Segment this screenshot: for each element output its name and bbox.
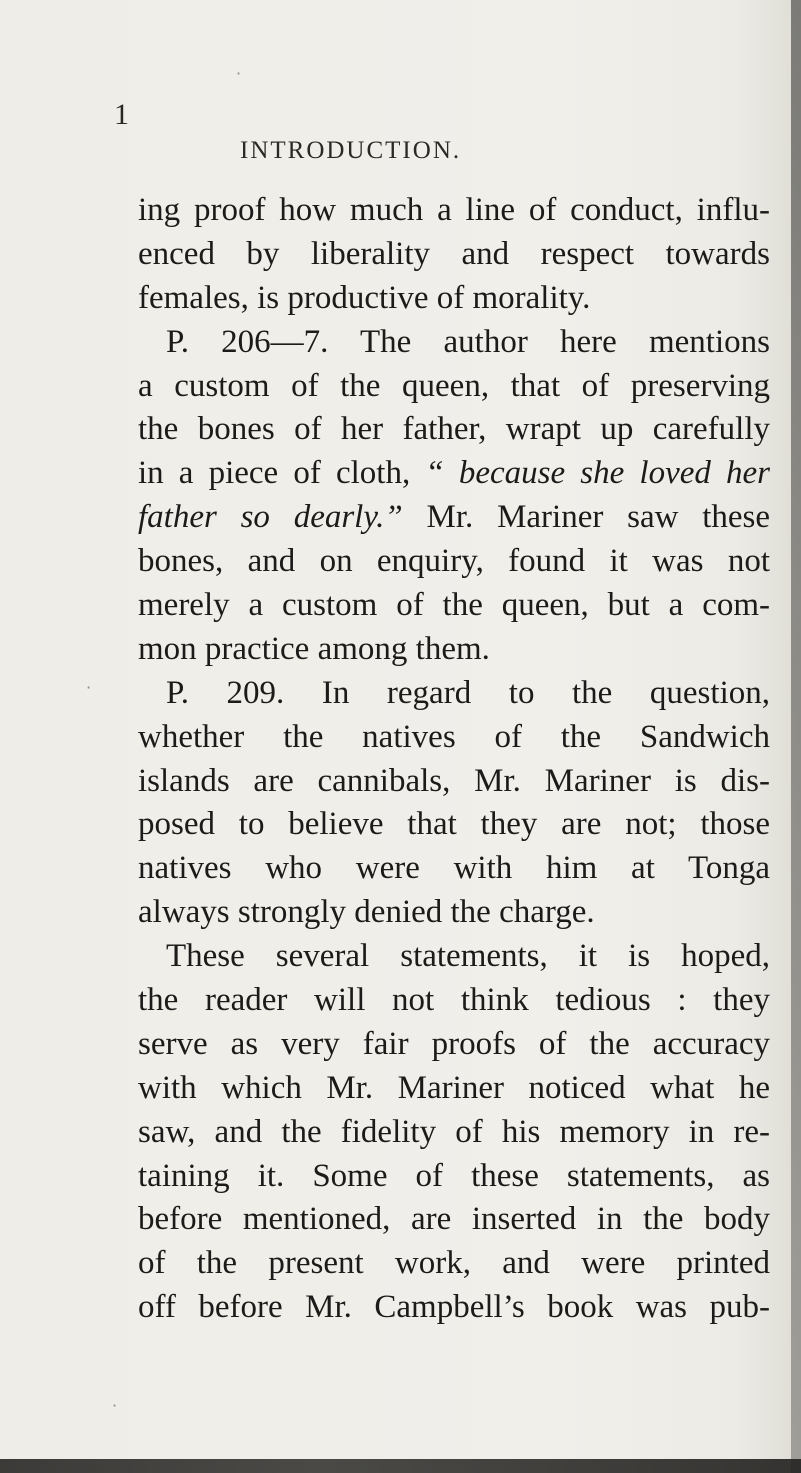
- page-edge-shadow: [791, 0, 801, 1473]
- text-line: P. 206—7. The author here mentions: [166, 323, 770, 360]
- quoted-text: “ because she loved her: [425, 455, 770, 492]
- paper-speck: ·: [112, 1396, 118, 1415]
- text-line: off before Mr. Campbell’s book was pub-: [138, 1289, 770, 1326]
- text-line: posed to believe that they are not; those: [138, 806, 770, 843]
- text-line: mon practice among them.: [138, 630, 490, 667]
- text-line: taining it. Some of these statements, as: [138, 1157, 770, 1194]
- text-line: These several statements, it is hoped,: [166, 938, 770, 975]
- running-head: INTRODUCTION.: [240, 137, 462, 164]
- text-line: females, is productive of morality.: [138, 279, 591, 316]
- body-text: [138, 188, 770, 1329]
- text-line: natives who were with him at Tonga: [138, 850, 770, 887]
- paper-speck: ·: [236, 64, 242, 83]
- text-line: P. 209. In regard to the question,: [166, 674, 770, 711]
- text-line: ing proof how much a line of conduct, influ-: [138, 192, 770, 228]
- paper-speck: ·: [86, 678, 92, 697]
- text-line: a custom of the queen, that of preserving: [138, 367, 770, 404]
- text-line: bones, and on enquiry, found it was not: [138, 543, 770, 580]
- text-line: merely a custom of the queen, but a com-: [138, 587, 770, 624]
- text-segment: in a piece of cloth,: [138, 455, 426, 492]
- text-line: [138, 495, 770, 539]
- text-line: enced by liberality and respect towards: [138, 235, 770, 272]
- text-line: islands are cannibals, Mr. Mariner is dis-: [138, 762, 770, 799]
- text-segment: Mr. Mariner saw these: [402, 499, 770, 536]
- page-bottom-edge: [0, 1459, 801, 1473]
- page-number: 1: [114, 98, 129, 131]
- text-line: before mentioned, are inserted in the body: [138, 1201, 770, 1238]
- text-line: the reader will not think tedious : they: [138, 982, 770, 1019]
- text-line: saw, and the fidelity of his memory in re-: [138, 1113, 770, 1150]
- text-line: the bones of her father, wrapt up carefully: [138, 411, 770, 448]
- quoted-text: father so dearly.”: [138, 499, 403, 536]
- text-line: with which Mr. Mariner noticed what he: [138, 1069, 770, 1106]
- text-line: whether the natives of the Sandwich: [138, 718, 770, 755]
- text-line: of the present work, and were printed: [138, 1245, 770, 1282]
- text-line: serve as very fair proofs of the accuracy: [138, 1025, 770, 1062]
- text-line: [138, 451, 770, 495]
- text-line: always strongly denied the charge.: [138, 894, 595, 931]
